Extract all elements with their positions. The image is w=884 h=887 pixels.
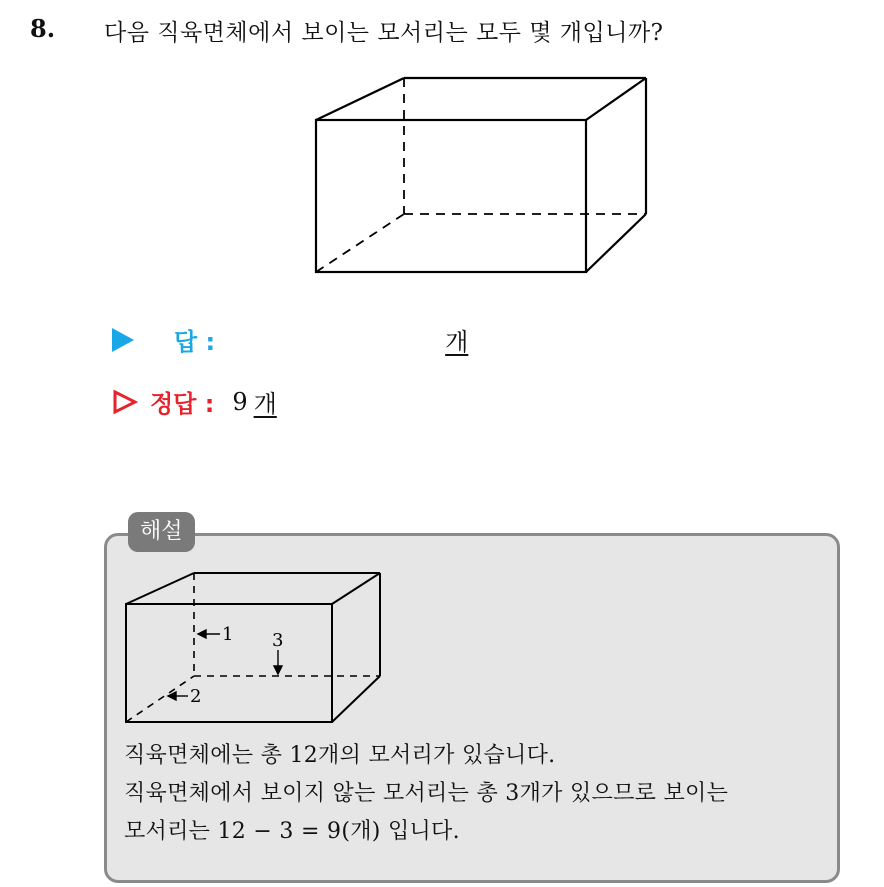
label-1: 1 <box>222 624 234 645</box>
arrow-2-head <box>168 692 176 700</box>
solution-edge <box>126 573 194 604</box>
answer-unit: 개 <box>445 328 469 356</box>
outline-triangle-icon <box>112 389 138 415</box>
solution-front-face <box>126 604 332 722</box>
label-2: 2 <box>190 686 202 707</box>
cuboid-front-face <box>316 120 586 272</box>
solution-hidden-edge <box>126 676 194 722</box>
arrow-1-head <box>198 630 206 638</box>
answer-label: 답 : <box>174 328 216 356</box>
question-number: 8. <box>30 14 56 43</box>
solution-edge <box>332 676 380 722</box>
cuboid-edge <box>316 78 404 120</box>
correct-answer-label: 정답 : <box>150 390 215 418</box>
play-triangle-icon <box>112 328 134 352</box>
label-3: 3 <box>272 630 284 651</box>
correct-answer-row <box>112 384 277 419</box>
arrow-3-head <box>274 666 282 674</box>
answer-input-row[interactable] <box>112 322 468 357</box>
question-text: 다음 직육면체에서 보이는 모서리는 모두 몇 개입니까? <box>104 20 664 46</box>
solution-line-3: 모서리는 12 − 3 = 9(개) 입니다. <box>124 819 460 844</box>
cuboid-edge <box>586 214 646 272</box>
hidden-edge <box>316 214 404 272</box>
solution-cuboid-figure <box>120 566 390 731</box>
solution-line-2: 직육면체에서 보이지 않는 모서리는 총 3개가 있으므로 보이는 <box>124 781 729 806</box>
cuboid-edge <box>586 78 646 120</box>
cuboid-figure <box>300 70 660 280</box>
solution-line-1: 직육면체에는 총 12개의 모서리가 있습니다. <box>124 743 556 768</box>
solution-edge <box>332 573 380 604</box>
correct-answer-value: 9 <box>232 387 248 416</box>
solution-tag: 해설 <box>128 512 195 552</box>
correct-answer-unit: 개 <box>253 390 277 418</box>
